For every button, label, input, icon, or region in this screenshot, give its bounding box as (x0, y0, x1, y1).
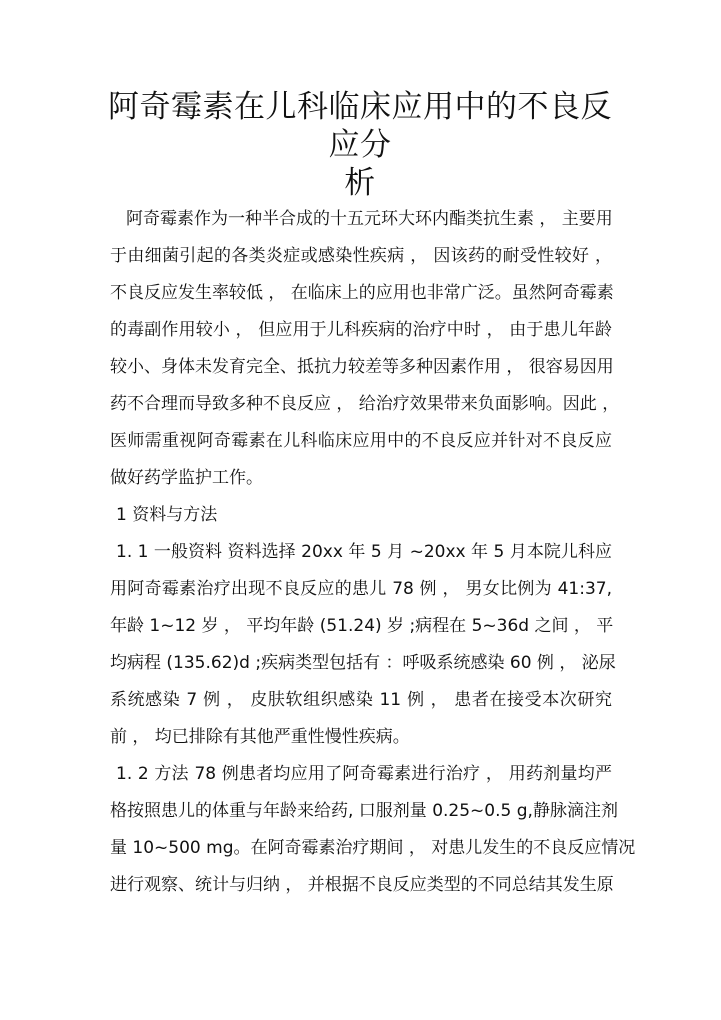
text-line: 格按照患儿的体重与年龄来给药, 口服剂量 0.25~0.5 g,静脉滴注剂 (110, 801, 618, 821)
text-line: 阿奇霉素作为一种半合成的十五元环大环内酯类抗生素 ， 主要用 (126, 209, 613, 229)
text-line: 不良反应发生率较低 ， 在临床上的应用也非常广泛。虽然阿奇霉素 (110, 283, 614, 303)
text-line: 于由细菌引起的各类炎症或感染性疾病 ， 因该药的耐受性较好 ， (110, 246, 612, 266)
text-line: 量 10~500 mg。在阿奇霉素治疗期间 ， 对患儿发生的不良反应情况 (110, 838, 636, 858)
paragraph-section-1-2 (110, 756, 636, 904)
document-body (110, 201, 636, 904)
text-line: 1. 1 一般资料 资料选择 20xx 年 5 月 ~20xx 年 5 月本院儿科应 (116, 542, 612, 562)
text-line: 药不合理而导致多种不良反应 ， 给治疗效果带来负面影响。因此 ， (110, 394, 620, 414)
paragraph-intro (110, 201, 620, 497)
text-line: 均病程 (135.62)d ;疾病类型包括有 ：呼吸系统感染 60 例 ， 泌尿 (110, 653, 616, 673)
text-line: 系统感染 7 例 ， 皮肤软组织感染 11 例 ， 患者在接受本次研究 (110, 690, 612, 710)
text-line: 做好药学监护工作。 (110, 468, 263, 488)
document-title (100, 88, 620, 202)
paragraph-section-1-1 (110, 534, 616, 756)
text-line: 医师需重视阿奇霉素在儿科临床应用中的不良反应并针对不良反应 (110, 431, 612, 451)
section-heading-text: 1 资料与方法 (116, 505, 218, 525)
text-line: 1. 2 方法 78 例患者均应用了阿奇霉素进行治疗 ， 用药剂量均严 (116, 764, 612, 784)
section-heading-1 (110, 497, 612, 534)
title-line-2: 析 (344, 165, 376, 201)
text-line: 年龄 1~12 岁 ， 平均年龄 (51.24) 岁 ;病程在 5~36d 之间 ， 平 (110, 616, 614, 636)
text-line: 的毒副作用较小 ， 但应用于儿科疾病的治疗中时 ， 由于患儿年龄 (110, 320, 612, 340)
text-line: 用阿奇霉素治疗出现不良反应的患儿 78 例 ， 男女比例为 41:37, (110, 579, 612, 599)
title-line-1: 阿奇霉素在儿科临床应用中的不良反应分 (108, 89, 612, 163)
text-line: 前 ， 均已排除有其他严重性慢性疾病。 (110, 727, 410, 747)
text-line: 进行观察、统计与归纳 ， 并根据不良反应类型的不同总结其发生原 (110, 875, 614, 895)
text-line: 较小、身体未发育完全、抵抗力较差等多种因素作用 ， 很容易因用 (110, 357, 614, 377)
